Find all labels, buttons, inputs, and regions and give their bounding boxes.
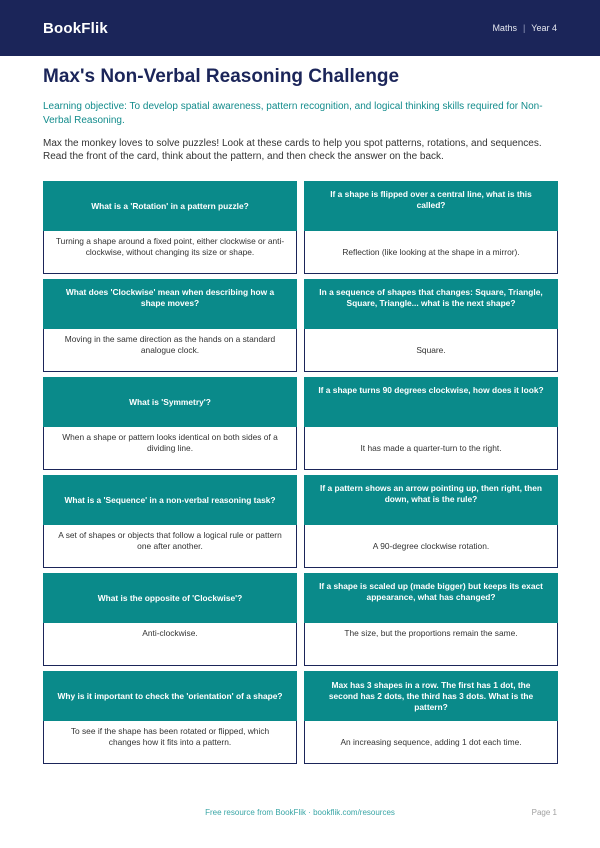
- learning-objective: Learning objective: To develop spatial awareness, pattern recognition, and logical thinking skills required for Non-Verbal Reasoning.: [43, 101, 543, 126]
- card-back: When a shape or pattern looks identical on both sides of a dividing line.: [43, 427, 297, 470]
- card-5: [43, 377, 297, 470]
- card-6: [304, 377, 558, 470]
- year-label: Year 4: [531, 23, 557, 33]
- card-front: If a shape is flipped over a central line, what is this called?: [304, 181, 558, 231]
- card-back: An increasing sequence, adding 1 dot each time.: [304, 721, 558, 764]
- subject-label: Maths: [492, 23, 517, 33]
- footer-credit[interactable]: Free resource from BookFlik · bookflik.com/resources: [205, 808, 395, 817]
- card-3: [43, 279, 297, 372]
- card-grid: [43, 181, 558, 769]
- card-8: [304, 475, 558, 568]
- card-front: Max has 3 shapes in a row. The first has 1 dot, the second has 2 dots, the third has 3 dots. What is the pattern?: [304, 671, 558, 721]
- card-front: If a shape is scaled up (made bigger) but keeps its exact appearance, what has changed?: [304, 573, 558, 623]
- card-back: Turning a shape around a fixed point, either clockwise or anti-clockwise, without changing its size or shape.: [43, 231, 297, 274]
- card-front: In a sequence of shapes that changes: Square, Triangle, Square, Triangle... what is the next shape?: [304, 279, 558, 329]
- card-back: Reflection (like looking at the shape in a mirror).: [304, 231, 558, 274]
- card-front: What is a 'Rotation' in a pattern puzzle?: [43, 181, 297, 231]
- card-back: It has made a quarter-turn to the right.: [304, 427, 558, 470]
- card-front: Why is it important to check the 'orientation' of a shape?: [43, 671, 297, 721]
- card-back: Anti-clockwise.: [43, 623, 297, 666]
- card-front: If a shape turns 90 degrees clockwise, how does it look?: [304, 377, 558, 427]
- meta-separator: |: [522, 23, 526, 33]
- card-back: A set of shapes or objects that follow a logical rule or pattern one after another.: [43, 525, 297, 568]
- card-9: [43, 573, 297, 666]
- header-bar: [0, 0, 600, 56]
- card-11: [43, 671, 297, 764]
- card-back: Moving in the same direction as the hands on a standard analogue clock.: [43, 329, 297, 372]
- page-title: Max's Non-Verbal Reasoning Challenge: [43, 66, 400, 87]
- card-back: A 90-degree clockwise rotation.: [304, 525, 558, 568]
- card-front: What is 'Symmetry'?: [43, 377, 297, 427]
- card-front: What is a 'Sequence' in a non-verbal reasoning task?: [43, 475, 297, 525]
- card-7: [43, 475, 297, 568]
- card-front: What is the opposite of 'Clockwise'?: [43, 573, 297, 623]
- brand-logo[interactable]: BookFlik: [43, 19, 108, 37]
- card-12: [304, 671, 558, 764]
- intro-text: Max the monkey loves to solve puzzles! Look at these cards to help you spot patterns, rotations, and sequences. Read the front of the card, think about the pattern, and then check the answer on the back.: [43, 138, 542, 162]
- card-4: [304, 279, 558, 372]
- card-2: [304, 181, 558, 274]
- card-1: [43, 181, 297, 274]
- header-meta: [492, 23, 557, 33]
- card-front: If a pattern shows an arrow pointing up, then right, then down, what is the rule?: [304, 475, 558, 525]
- card-back: Square.: [304, 329, 558, 372]
- page-number: Page 1: [531, 808, 557, 817]
- card-front: What does 'Clockwise' mean when describing how a shape moves?: [43, 279, 297, 329]
- card-10: [304, 573, 558, 666]
- card-back: The size, but the proportions remain the same.: [304, 623, 558, 666]
- card-back: To see if the shape has been rotated or flipped, which changes how it fits into a pattern.: [43, 721, 297, 764]
